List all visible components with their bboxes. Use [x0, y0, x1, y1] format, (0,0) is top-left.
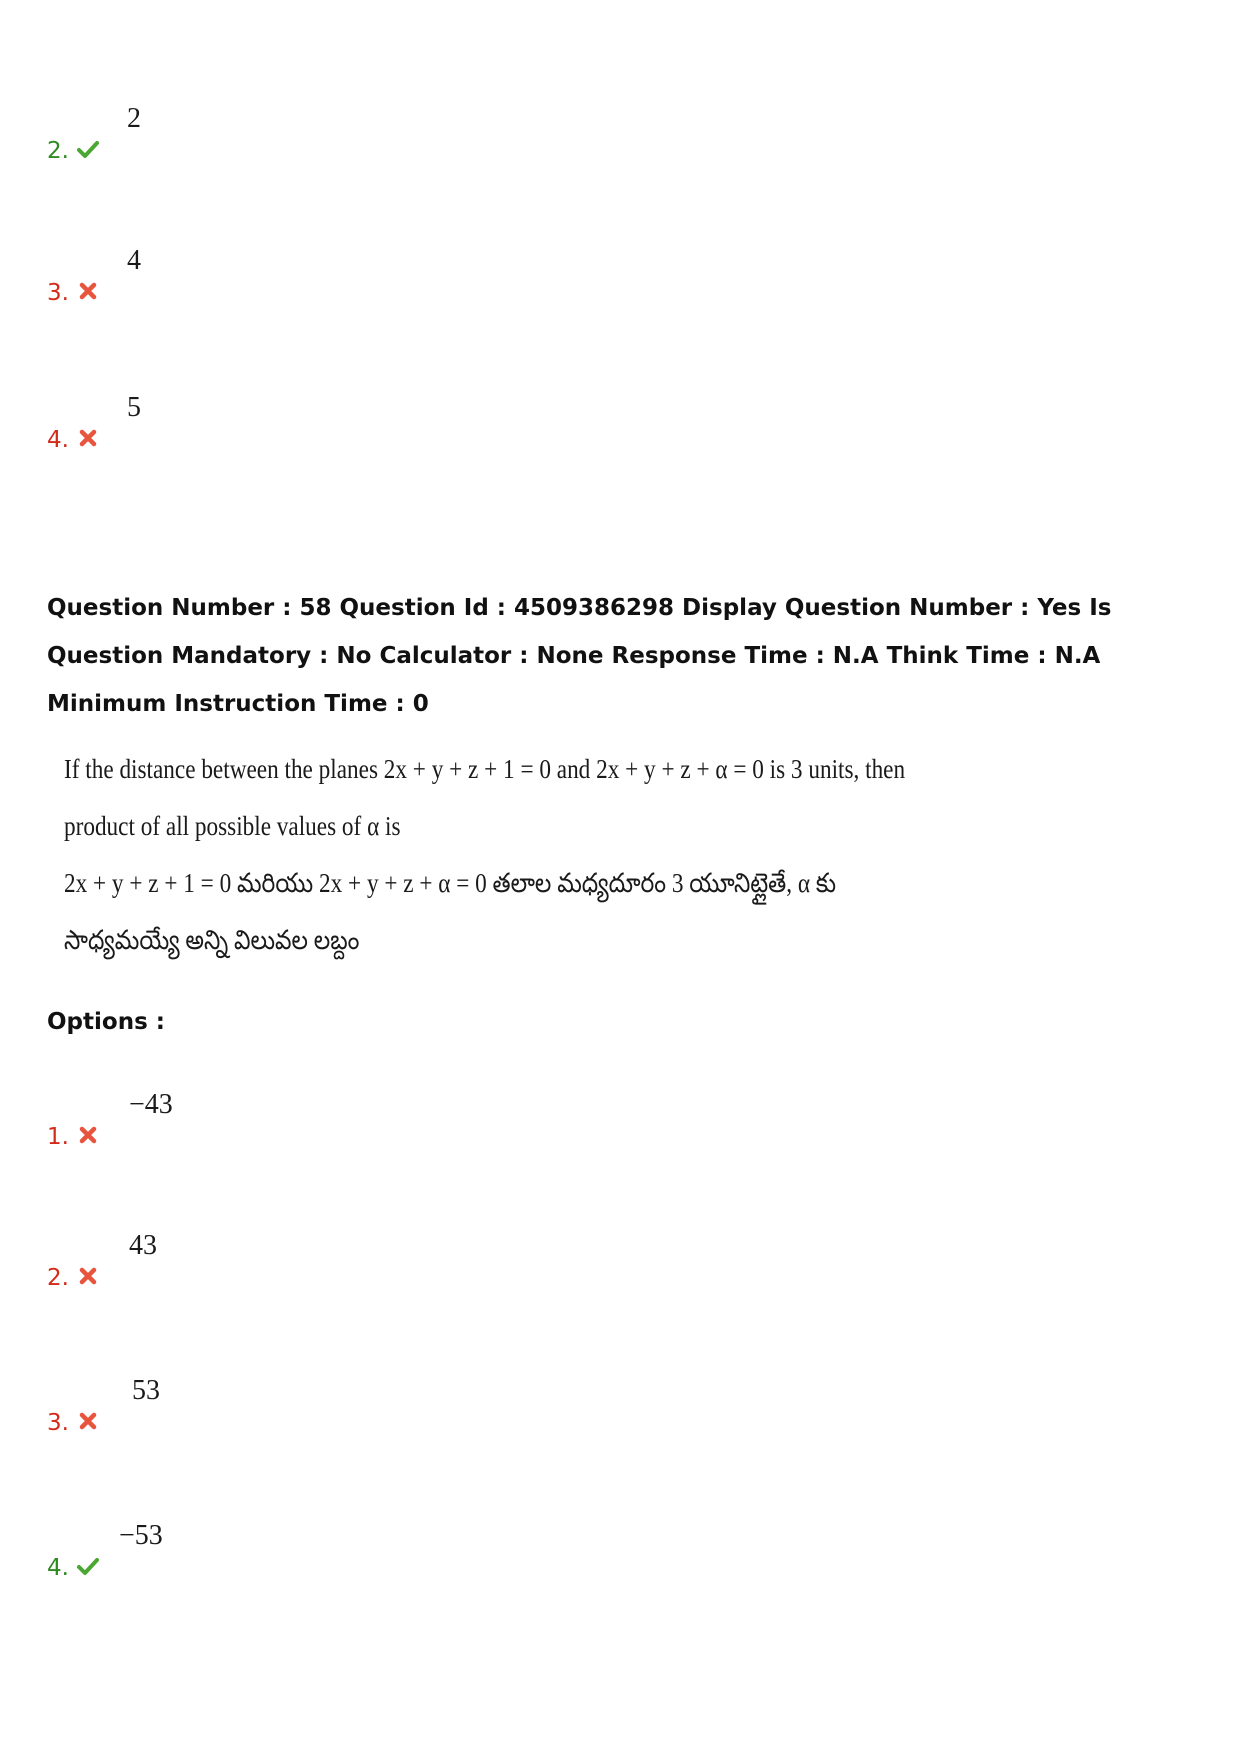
cross-icon [77, 1410, 99, 1432]
prev-option-3 [47, 246, 447, 306]
option-value: −43 [129, 1089, 173, 1120]
option-number: 1. [47, 1124, 69, 1150]
cross-icon [77, 280, 99, 302]
option-value: 4 [127, 245, 141, 276]
question-meta: Question Number : 58 Question Id : 4509386298 Display Question Number : Yes Is Question Mandatory : No Calculator : None Response Time : N.A Think Time : N.A Minimum Instruction Time : 0 [47, 595, 1112, 717]
question-line-1: If the distance between the planes 2x + y + z + 1 = 0 and 2x + y + z + α = 0 is 3 units, then [64, 754, 906, 784]
option-2 [47, 1231, 447, 1291]
prev-option-4 [47, 393, 447, 453]
check-icon [77, 1555, 99, 1577]
prev-option-2 [47, 104, 447, 164]
question-line-4: సాధ్యమయ్యే అన్ని విలువల లబ్దం [64, 925, 360, 955]
cross-icon [77, 1124, 99, 1146]
question-text [64, 745, 964, 973]
option-4 [47, 1521, 447, 1581]
cross-icon [77, 1265, 99, 1287]
option-number: 3. [47, 280, 69, 306]
option-value: 53 [132, 1375, 160, 1406]
check-icon [77, 138, 99, 160]
option-3 [47, 1376, 447, 1436]
cross-icon [77, 427, 99, 449]
option-number: 2. [47, 138, 69, 164]
option-number: 4. [47, 427, 69, 453]
option-value: 5 [127, 392, 141, 423]
option-number: 3. [47, 1410, 69, 1436]
option-value: −53 [119, 1520, 163, 1551]
option-number: 2. [47, 1265, 69, 1291]
option-value: 43 [129, 1230, 157, 1261]
question-line-3: 2x + y + z + 1 = 0 మరియు 2x + y + z + α = 0 తలాల మధ్యదూరం 3 యూనిట్లైతే, α కు [64, 868, 836, 898]
question-line-2: product of all possible values of α is [64, 811, 401, 841]
options-label: Options : [47, 1009, 165, 1035]
option-number: 4. [47, 1555, 69, 1581]
option-1 [47, 1090, 447, 1150]
option-value: 2 [127, 103, 141, 134]
